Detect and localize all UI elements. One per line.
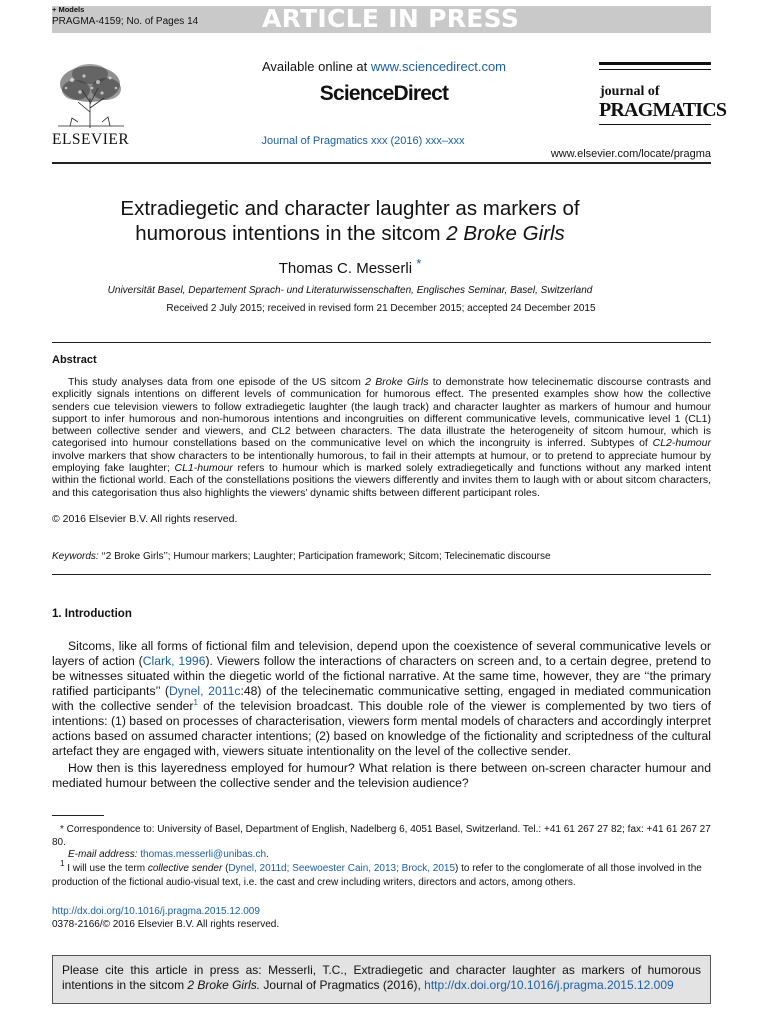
author (0, 256, 700, 277)
intro-paragraph (52, 639, 711, 759)
models-label: + Models (52, 5, 85, 14)
author-correspondence-mark[interactable]: * (416, 256, 422, 271)
abstract-text: This study analyses data from one episode of the US sitcom (68, 376, 366, 388)
title-line2: humorous intentions in the sitcom (135, 222, 447, 245)
elsevier-wordmark: ELSEVIER (52, 131, 130, 148)
journal-logo-line2: PRAGMATICS (599, 99, 727, 121)
header-divider (52, 162, 711, 164)
abstract-italic: 2 Broke Girls (365, 376, 429, 388)
abstract-italic: CL1-humour (174, 462, 233, 475)
footnote-text: Correspondence to: University of Basel, Department of English, Nadelberg 6, 4051 Basel, Switzerland. Tel.: +41 61 267 27 82; fax: +41 61 267 27 80. (52, 824, 711, 848)
sciencedirect-link[interactable]: www.sciencedirect.com (370, 59, 507, 74)
citation-text: Please cite this article in press as: Messerli, T.C., Extradiegetic and character laughter as markers of humorous intentions in the sitcom (62, 963, 701, 992)
article-ref: PRAGMA-4159; No. of Pages 14 (52, 16, 199, 27)
article-title (0, 196, 700, 246)
journal-logo-rule (599, 124, 711, 125)
journal-logo-line1: journal of (600, 84, 660, 99)
abstract-bottom-divider (52, 574, 711, 575)
footnote-text: . (266, 849, 269, 860)
keywords-label: Keywords: (52, 551, 99, 562)
title-line1: Extradiegetic and character laughter as markers of (120, 197, 580, 220)
title-italic: 2 Broke Girls (446, 222, 565, 245)
issn-line: 0378-2166/© 2016 Elsevier B.V. All rights reserved. (52, 919, 280, 930)
intro-text: ). Viewers follow the interactions of characters on screen and, to a certain degree, pretend to be witnesses situated within the diegetic world of the fictional narrative. At the same time, however, they are ‘‘the primary ratified participants’’ ( (52, 654, 712, 698)
section-heading: 1. Introduction (52, 608, 132, 620)
keywords-text: ‘‘2 Broke Girls’’; Humour markers; Laughter; Participation framework; Sitcom; Telecinematic discourse (98, 551, 551, 562)
email-link[interactable]: thomas.messerli@unibas.ch (140, 849, 267, 860)
abstract-italic: CL2-humour (652, 437, 711, 450)
banner-title: ARTICLE IN PRESS (262, 4, 520, 33)
email-footnote (68, 849, 269, 860)
sciencedirect-logo: ScienceDirect (319, 82, 449, 105)
citation-link[interactable]: Clark, 1996 (142, 654, 206, 668)
abstract-text: refers to humour which is marked solely extradiegetically and functions without any marked intent within the fictional world. Each of the constellations positions the viewers differently and invites them to laugh with or about sitcom characters, and this categorisation thus also highlights the viewers’ dynamic shifts between different participant roles. (52, 462, 711, 499)
footnote-1 (52, 859, 711, 889)
footnote-text: ( (222, 863, 229, 874)
footnote-ref[interactable]: 1 (193, 698, 198, 707)
citation-link[interactable]: Dynel, 2011d; Seewoester Cain, 2013; Brock, 2015 (228, 863, 456, 874)
abstract-top-divider (52, 342, 711, 343)
intro-text: Sitcoms, like all forms of fictional film and television, depend upon the coexistence of several communicative levels or layers of action ( (52, 639, 711, 668)
abstract-text: involve markers that show characters to be intentionally humorous, to fail in their attempts at humour, or to pretend to appreciate humour by employing fake laughter; (52, 449, 711, 475)
footnote-mark: * (60, 824, 64, 835)
affiliation: Universität Basel, Departement Sprach- und Literaturwissenschaften, Englisches Seminar, Basel, Switzerland (107, 285, 593, 296)
footnote-text: ) to refer to the conglomerate of all those involved in the production of the fictional audio-visual text, i.e. the cast and crew including writers, directors and actors, among others. (52, 863, 702, 888)
intro-paragraph: How then is this layeredness employed for humour? What relation is there between on-screen character humour and mediated humour between the collective sender and the television audience? (52, 761, 711, 790)
footnote-mark: 1 (60, 859, 65, 868)
citation-box (52, 955, 711, 1004)
footnote-divider (52, 815, 104, 816)
abstract-copyright: © 2016 Elsevier B.V. All rights reserved. (52, 513, 238, 525)
journal-logo-rule (599, 62, 711, 65)
author-name: Thomas C. Messerli (278, 260, 413, 277)
intro-text: :48) of the telecinematic communicative setting, engaged in mediated communication with the collective sender (52, 684, 712, 713)
citation-doi-link[interactable]: http://dx.doi.org/10.1016/j.pragma.2015.12.009 (424, 978, 674, 992)
citation-italic: 2 Broke Girls. (187, 978, 261, 992)
journal-citation[interactable]: Journal of Pragmatics xxx (2016) xxx–xxx (261, 135, 465, 147)
abstract-text: to demonstrate how telecinematic discourse contrasts and explicitly signals intentions on different levels of communication for humorous effect. The presented examples show how the collective senders cue television viewers to follow extradiegetic laughter (the laugh track) and character laughter as markers of humour and humour support to infer humorous and non-humorous intentions and incongruities on different communicative levels, communicative level 1 (CL1) between collective sender and viewers, and CL2 between characters. The data illustrate the heterogeneity of sitcom humour, which is categorised into humour constellations based on the communicative level on which the incongruity is inferred. Subtypes of (52, 376, 711, 450)
journal-logo-rule (599, 69, 711, 70)
correspondence-footnote (52, 823, 711, 849)
locate-url[interactable]: www.elsevier.com/locate/pragma (550, 148, 711, 160)
doi-link[interactable]: http://dx.doi.org/10.1016/j.pragma.2015.12.009 (52, 906, 260, 917)
abstract-body (52, 376, 711, 499)
keywords (52, 551, 551, 562)
intro-text: of the television broadcast. This double role of the viewer is complemented by two tiers of intentions: (1) based on processes of characterisation, viewers form mental models of characters and accordingly interpret actions based on assumed character intentions; (2) based on knowledge of the fictionality and scriptedness of the cultural artefact they are engaged with, viewers situate intentionality on the level of the collective sender. (52, 699, 711, 758)
email-label: E-mail address: (68, 849, 138, 860)
footnote-italic: collective sender (147, 863, 223, 874)
received-dates: Received 2 July 2015; received in revised form 21 December 2015; accepted 24 December 2015 (166, 303, 596, 314)
citation-link[interactable]: Dynel, 2011c (168, 684, 241, 698)
available-online-label: Available online at (261, 59, 368, 74)
citation-text: Journal of Pragmatics (2016), (260, 978, 425, 992)
footnote-text: I will use the term (64, 863, 148, 874)
abstract-heading: Abstract (52, 354, 97, 366)
